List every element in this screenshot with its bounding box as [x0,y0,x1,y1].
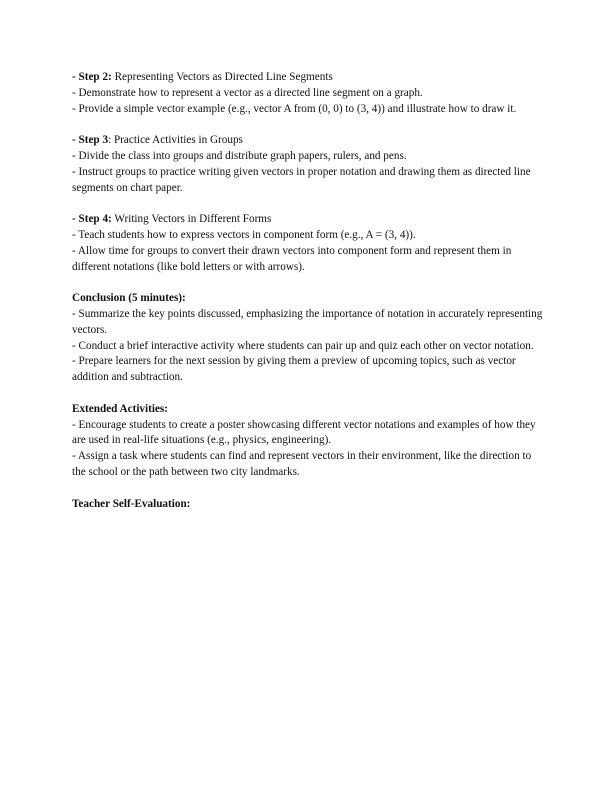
heading-text: Writing Vectors in Different Forms [111,213,272,226]
section-heading: Extended Activities: [72,402,169,415]
section-conclusion [72,291,544,386]
bullet-line: - Allow time for groups to convert their drawn vectors into component form and represent them in different notations (like bold letters or with arrows). [72,244,512,273]
bullet-line: - Summarize the key points discussed, emphasizing the importance of notation in accurately representing vectors. [72,307,543,336]
section-heading: Teacher Self-Evaluation: [72,497,191,510]
bullet-line: - Divide the class into groups and distribute graph papers, rulers, and pens. [72,149,407,162]
section-extended-activities [72,402,544,481]
heading-bold: - Step 2: [72,71,112,83]
document-page [72,70,544,528]
bullet-line: - Instruct groups to practice writing given vectors in proper notation and drawing them as directed line segments on chart paper. [72,165,531,194]
heading-bold: - Step 4: [72,213,112,226]
bullet-line: - Teach students how to express vectors in component form (e.g., A = (3, 4)). [72,228,416,241]
heading-text: : Practice Activities in Groups [108,134,243,147]
bullet-line: - Conduct a brief interactive activity where students can pair up and quiz each other on vector notation. [72,339,534,352]
section-heading [72,70,544,86]
bullet-line: - Prepare learners for the next session by giving them a preview of upcoming topics, such as vector addition and subtraction. [72,355,516,384]
section-teacher-self-evaluation [72,497,544,513]
bullet-line: - Encourage students to create a poster showcasing different vector notations and examples of how they are used in real-life situations (e.g., physics, engineering). [72,418,536,447]
section-heading [72,133,544,149]
heading-text: Representing Vectors as Directed Line Segments [111,71,333,83]
bullet-line: - Assign a task where students can find and represent vectors in their environment, like the direction to the school or the path between two city landmarks. [72,450,532,478]
section-step-2 [72,70,544,117]
section-heading [72,212,544,228]
section-step-4 [72,212,544,275]
bullet-line: - Demonstrate how to represent a vector as a directed line segment on a graph. [72,86,423,99]
bullet-line: - Provide a simple vector example (e.g., vector A from (0, 0) to (3, 4)) and illustrate how to draw it. [72,102,517,115]
section-heading: Conclusion (5 minutes): [72,292,186,305]
section-step-3 [72,133,544,196]
heading-bold: - Step 3 [72,134,109,147]
